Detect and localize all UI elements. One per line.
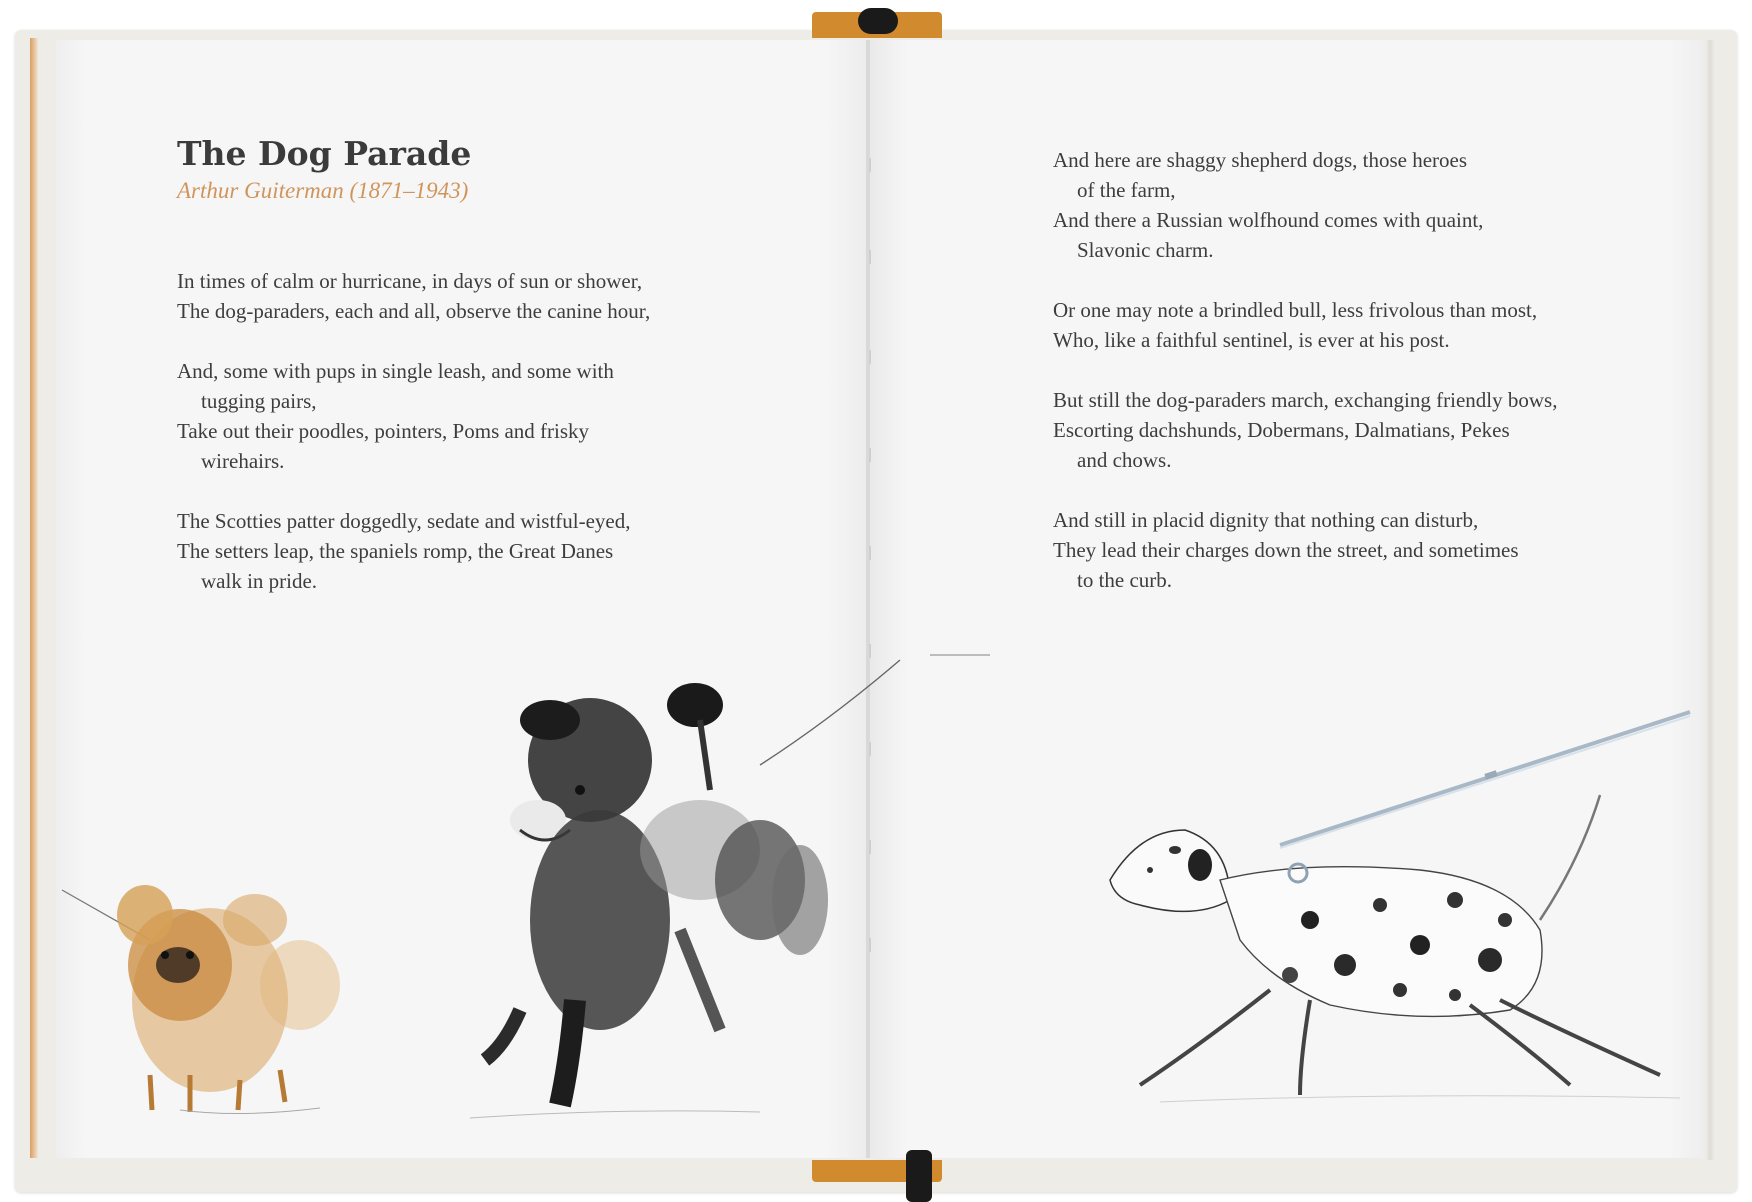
verse-line: And still in placid dignity that nothing can disturb, bbox=[1053, 508, 1479, 532]
poem-author: Arthur Guiterman (1871–1943) bbox=[177, 178, 469, 203]
verse-line: The dog-paraders, each and all, observe the canine hour, bbox=[177, 299, 651, 323]
verse-line: walk in pride. bbox=[201, 569, 318, 593]
verse-line: Who, like a faithful sentinel, is ever at his post. bbox=[1053, 328, 1450, 352]
verse-line: Or one may note a brindled bull, less frivolous than most, bbox=[1053, 298, 1538, 322]
dalmatian-illustration bbox=[1110, 712, 1690, 1102]
verse-line: The Scotties patter doggedly, sedate and wistful-eyed, bbox=[177, 509, 631, 533]
verse-line: wirehairs. bbox=[201, 449, 285, 473]
verse-line: And here are shaggy shepherd dogs, those heroes bbox=[1053, 148, 1468, 172]
verse-line: Slavonic charm. bbox=[1077, 238, 1214, 262]
pekingese-illustration bbox=[62, 885, 340, 1114]
verse-line: and chows. bbox=[1077, 448, 1172, 472]
verse-line: Escorting dachshunds, Dobermans, Dalmatians, Pekes bbox=[1053, 418, 1510, 442]
verse-line: of the farm, bbox=[1077, 178, 1176, 202]
verse-line: And there a Russian wolfhound comes with quaint, bbox=[1053, 208, 1484, 232]
verse-line: In times of calm or hurricane, in days of sun or shower, bbox=[177, 269, 643, 293]
verse-line: They lead their charges down the street, and sometimes bbox=[1053, 538, 1519, 562]
verse-line: Take out their poodles, pointers, Poms and frisky bbox=[177, 419, 590, 443]
verse-line: to the curb. bbox=[1077, 568, 1173, 592]
verse-line: But still the dog-paraders march, exchanging friendly bows, bbox=[1053, 388, 1558, 412]
poem-title: The Dog Parade bbox=[177, 134, 472, 173]
poodle-illustration bbox=[470, 655, 990, 1118]
verse-line: tugging pairs, bbox=[201, 389, 317, 413]
verse-line: And, some with pups in single leash, and some with bbox=[177, 359, 614, 383]
verse-line: The setters leap, the spaniels romp, the Great Danes bbox=[177, 539, 614, 563]
